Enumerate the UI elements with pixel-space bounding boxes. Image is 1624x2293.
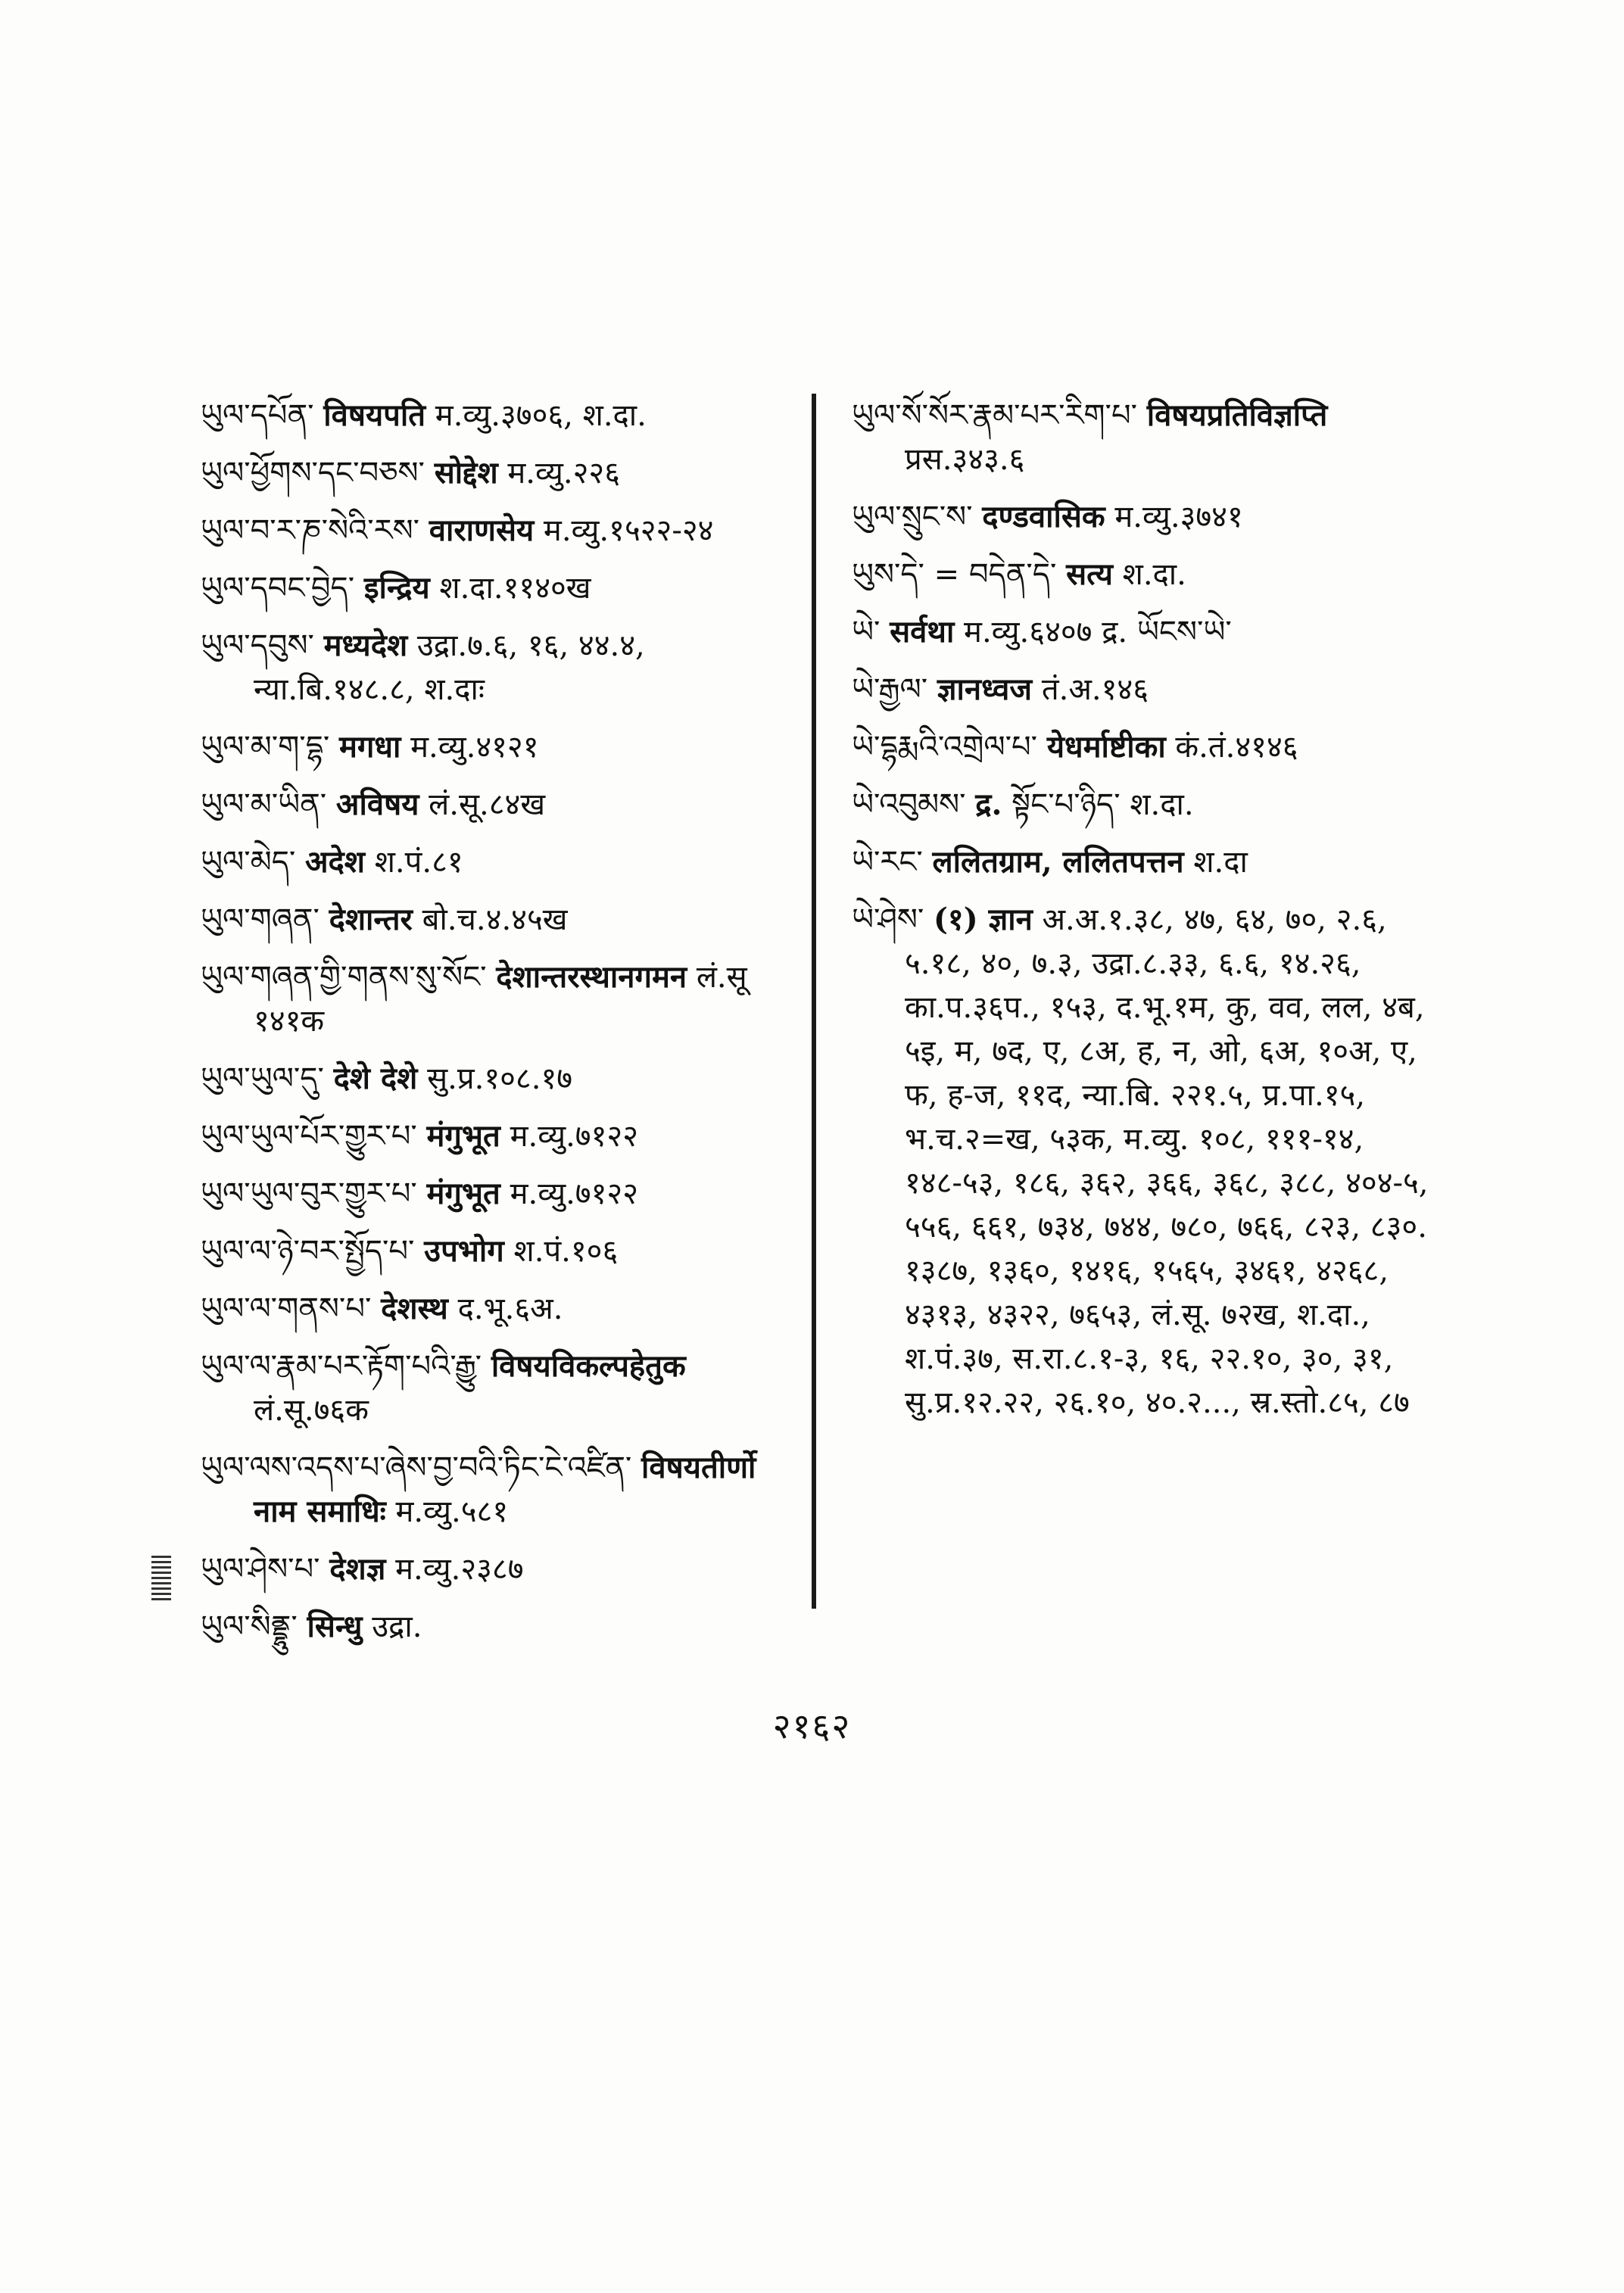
tibetan-headword: ཡུལ་ཡུལ་བུར་གྱུར་པ་ bbox=[201, 1176, 417, 1211]
source-reference: कं.तं.४१४६ bbox=[1175, 730, 1298, 765]
tibetan-headword: ཡེ་ཤེས་ bbox=[852, 902, 924, 937]
tibetan-headword: ཡུལ་མ་ཡིན་ bbox=[201, 787, 327, 822]
sanskrit-equivalent: ललितग्राम, ललितपत्तन bbox=[932, 844, 1184, 880]
dictionary-entry bbox=[201, 1446, 806, 1534]
tibetan-headword: ཡུལ་གཞན་གྱི་གནས་སུ་སོང་ bbox=[201, 960, 487, 995]
sanskrit-equivalent: (१) ज्ञान bbox=[934, 902, 1033, 937]
dictionary-entry bbox=[201, 1547, 806, 1591]
dictionary-entry bbox=[852, 610, 1450, 654]
source-reference: लं.सू.८४ख bbox=[429, 787, 546, 822]
sanskrit-equivalent: उपभोग bbox=[424, 1233, 504, 1269]
tibetan-headword: ཡུལ་ཡུལ་དུ་ bbox=[201, 1061, 324, 1096]
sanskrit-equivalent: विषयप्रतिविज्ञप्ति bbox=[1146, 397, 1328, 433]
dictionary-entry bbox=[201, 1114, 806, 1158]
source-reference: म.व्यु.२२६ bbox=[507, 456, 621, 491]
dictionary-entry bbox=[852, 840, 1450, 884]
dictionary-entry bbox=[852, 394, 1450, 481]
sanskrit-equivalent: विषयपति bbox=[323, 397, 426, 433]
tibetan-headword: ཡུལ་བ་ར་ཎ་སེའི་རས་ bbox=[201, 513, 419, 548]
tibetan-headword: ཡུལ་དབུས་ bbox=[201, 628, 314, 663]
sanskrit-equivalent: मंगुभूत bbox=[426, 1176, 500, 1211]
source-reference: श.दा bbox=[1193, 845, 1248, 880]
tibetan-headword: ཡུལ་དཔོན་ bbox=[201, 398, 314, 433]
dictionary-entry bbox=[201, 725, 806, 769]
sanskrit-equivalent: देशान्तर bbox=[329, 902, 413, 937]
tibetan-headword: ཡུལ་ལ་ཉེ་བར་སྤྱོད་པ་ bbox=[201, 1234, 415, 1269]
tibetan-headword: ཡུལ་མ་ག་དྷ་ bbox=[201, 730, 330, 765]
source-reference: म.व्यु.७१२२ bbox=[510, 1176, 639, 1211]
sanskrit-equivalent: सत्य bbox=[1066, 556, 1113, 592]
source-reference: बो.च.४.४५ख bbox=[422, 902, 568, 937]
dictionary-entry bbox=[201, 1057, 806, 1101]
sanskrit-equivalent: देशे देशे bbox=[333, 1061, 418, 1096]
dictionary-entry bbox=[201, 783, 806, 827]
tibetan-headword: ཡུལ་སོ་སོར་རྣམ་པར་རིག་པ་ bbox=[852, 398, 1137, 433]
source-reference: उद्रा. bbox=[372, 1609, 422, 1644]
sanskrit-equivalent: मध्यदेश bbox=[323, 628, 408, 663]
dictionary-entry bbox=[852, 783, 1450, 827]
dictionary-entry bbox=[852, 553, 1450, 597]
tibetan-headword: ཡུལ་སིནྡྷུ་ bbox=[201, 1609, 298, 1644]
tibetan-headword: ཡེ་རྒྱལ་ bbox=[852, 672, 928, 707]
tibetan-headword: ཡེ་རང་ bbox=[852, 845, 923, 880]
source-reference: उद्रा.७.६, १६, ४४.४, न्या.बि.१४८.८, श.दाः bbox=[254, 628, 645, 707]
tibetan-headword: ཡུས་དེ་ = བདེན་དེ་ bbox=[852, 557, 1057, 592]
sanskrit-equivalent: मंगुभूत bbox=[426, 1118, 500, 1154]
dictionary-entry bbox=[852, 668, 1450, 712]
tibetan-headword: ཡུལ་ཕྱོགས་དང་བཅས་ bbox=[201, 456, 425, 491]
left-column bbox=[201, 394, 806, 1662]
column-divider bbox=[812, 394, 816, 1609]
sanskrit-equivalent: देशज्ञ bbox=[329, 1551, 386, 1587]
sanskrit-equivalent: सिन्धु bbox=[307, 1609, 363, 1644]
dictionary-entry bbox=[201, 566, 806, 610]
dictionary-entry bbox=[201, 509, 806, 553]
right-column bbox=[852, 394, 1450, 1438]
dictionary-entry bbox=[201, 955, 806, 1043]
tibetan-headword: ཡུལ་དབང་བྱེད་ bbox=[201, 571, 355, 606]
source-reference: म.व्यु.२३८७ bbox=[395, 1552, 524, 1587]
sanskrit-equivalent: सर्वथा bbox=[890, 614, 955, 650]
tibetan-headword: ཡུལ་སྲུང་ས་ bbox=[852, 500, 973, 534]
sanskrit-equivalent: अविषय bbox=[335, 787, 419, 822]
dictionary-entry bbox=[852, 898, 1450, 1425]
source-reference: म.व्यु.७१२२ bbox=[510, 1119, 639, 1154]
sanskrit-equivalent: द्र. bbox=[975, 787, 1002, 822]
source-reference: म.व्यु.५८१ bbox=[395, 1494, 509, 1529]
source-reference: लं.सू १४१क bbox=[254, 960, 747, 1039]
tibetan-headword: ཡུལ་ལ་གནས་པ་ bbox=[201, 1291, 372, 1326]
sanskrit-equivalent: देशान्तरस्थानगमन bbox=[496, 959, 687, 995]
tibetan-headword: ཡེ་དྷརྨའི་འགྲེལ་པ་ bbox=[852, 730, 1038, 765]
sanskrit-equivalent: वाराणसेय bbox=[429, 512, 535, 548]
source-reference: म.व्यु.४१२१ bbox=[410, 730, 539, 765]
dictionary-entry bbox=[201, 1229, 806, 1273]
tibetan-headword: ཡེ་ bbox=[852, 615, 881, 650]
sanskrit-equivalent: ज्ञानध्वज bbox=[937, 671, 1033, 707]
tibetan-headword: ཡུལ་ལ་རྣམ་པར་རྟོག་པའི་རྒྱུ་ bbox=[201, 1349, 482, 1384]
source-reference: तं.अ.१४६ bbox=[1041, 672, 1149, 707]
tibetan-headword: ཡུལ་ལས་འདས་པ་ཞེས་བྱ་བའི་ཏིང་ངེ་འཛིན་ bbox=[201, 1450, 632, 1485]
tibetan-headword: ཡུལ་ཡུལ་པོར་གྱུར་པ་ bbox=[201, 1119, 417, 1154]
margin-mark bbox=[151, 1556, 171, 1603]
source-reference: སྟོང་པ་ཉིད་ श.दा. bbox=[1011, 787, 1194, 822]
page-number: २१६२ bbox=[772, 1706, 852, 1746]
source-reference: म.व्यु.६४०७ द्र. ཡོངས་ཡེ་ bbox=[964, 615, 1232, 650]
source-reference: श.पं.८१ bbox=[374, 845, 463, 880]
dictionary-entry bbox=[852, 495, 1450, 539]
dictionary-entry bbox=[201, 451, 806, 495]
source-reference: म.व्यु.१५२२-२४ bbox=[543, 513, 714, 548]
source-reference: द.भू.६अ. bbox=[457, 1291, 563, 1326]
tibetan-headword: ཡེ་འབུམས་ bbox=[852, 787, 966, 822]
source-reference: सु.प्र.१०८.१७ bbox=[427, 1061, 573, 1096]
source-reference: श.दा. bbox=[1122, 557, 1186, 592]
tibetan-headword: ཡུལ་གཞན་ bbox=[201, 902, 320, 937]
dictionary-entry bbox=[201, 840, 806, 884]
dictionary-entry bbox=[201, 1287, 806, 1331]
dictionary-entry bbox=[201, 394, 806, 438]
source-reference: प्रस.३४३.६ bbox=[905, 442, 1025, 477]
dictionary-entry bbox=[201, 624, 806, 712]
tibetan-headword: ཡུལ་མེད་ bbox=[201, 845, 296, 880]
sanskrit-equivalent: दण्डवासिक bbox=[982, 499, 1105, 534]
source-reference: म.व्यु.३७४१ bbox=[1114, 500, 1243, 534]
dictionary-entry bbox=[201, 1605, 806, 1649]
source-reference: म.व्यु.३७०६, श.दा. bbox=[435, 398, 647, 433]
source-reference: लं.सू.७६क bbox=[254, 1393, 369, 1428]
sanskrit-equivalent: सोद्देश bbox=[434, 455, 498, 491]
sanskrit-equivalent: देशस्थ bbox=[381, 1291, 448, 1326]
sanskrit-equivalent: येधर्माष्टीका bbox=[1046, 729, 1166, 765]
sanskrit-equivalent: मगधा bbox=[338, 729, 401, 765]
source-reference: श.दा.११४०ख bbox=[439, 571, 591, 606]
sanskrit-equivalent: विषयविकल्पहेतुक bbox=[491, 1348, 686, 1384]
dictionary-entry bbox=[201, 1172, 806, 1216]
sanskrit-equivalent: विषयतीर्णो नाम समाधिः bbox=[254, 1450, 756, 1529]
source-reference: श.पं.१०६ bbox=[513, 1234, 619, 1269]
source-reference: अ.अ.१.३८, ४७, ६४, ७०, २.६, ५.१८, ४०, ७.३, उद्रा.८.३३, ६.६, १४.२६, का.प.३६प., १५३, द.भू.१म, कु, वव, लल, ४ब, ५इ, म, ७द, ए, ८अ, ह, न, ओ, ६अ, १०अ, ए, फ, ह-ज, ११द, न्या.बि. २२१.५, प्र.पा.१५, भ.च.२=ख, ५३क, म.व्यु. १०८, १११-१४, १४८-५३, १८६, ३६२, ३६६, ३६८, ३८८, ४०४-५, ५५६, ६६१, ७३४, ७४४, ७८०, ७६६, ८२३, ८३०. १३८७, १३६०, १४१६, १५६५, ३४६१, ४२६८, ४३१३, ४३२२, ७६५३, लं.सू. ७२ख, श.दा., श.पं.३७, स.रा.८.१-३, १६, २२.१०, ३०, ३१, सु.प्र.१२.२२, २६.१०, ४०.२..., स्र.स्तो.८५, ८७ bbox=[905, 902, 1429, 1420]
tibetan-headword: ཡུལ་ཤེས་པ་ bbox=[201, 1552, 320, 1587]
dictionary-entry bbox=[852, 725, 1450, 769]
dictionary-entry bbox=[201, 898, 806, 942]
sanskrit-equivalent: इन्द्रिय bbox=[363, 570, 430, 606]
sanskrit-equivalent: अदेश bbox=[305, 844, 365, 880]
dictionary-entry bbox=[201, 1344, 806, 1432]
